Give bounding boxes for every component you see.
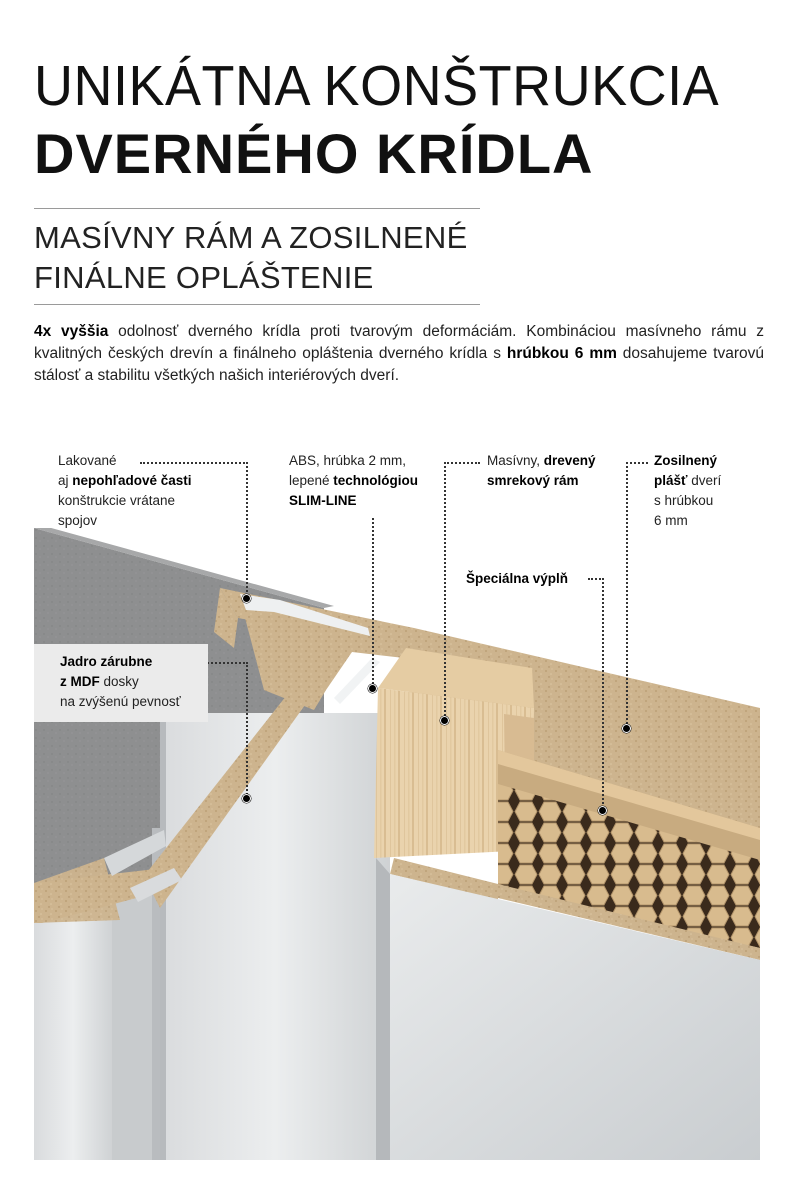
subtitle-line1: MASÍVNY RÁM A ZOSILNENÉ — [34, 220, 468, 255]
page-title-line2: DVERNÉHO KRÍDLA — [34, 122, 594, 185]
label-skin-line4: 6 mm — [654, 513, 688, 528]
label-lacquered-line2: aj nepohľadové časti — [58, 473, 192, 488]
subtitle — [34, 218, 468, 298]
label-frame — [487, 451, 596, 491]
leader-frame-v — [444, 462, 446, 720]
intro-bold-1: 4x vyššia — [34, 323, 109, 340]
leader-lacquer-v — [246, 462, 248, 600]
intro-text-1: odolnosť dverného krídla proti tvarovým deformáciám. Kombináciou masívneho rámu z kvalitných českých drevín a finálneho opláštenia dverného krídla s — [34, 323, 764, 362]
divider-top — [34, 208, 480, 209]
marker-dot — [242, 794, 251, 803]
marker-dot — [440, 716, 449, 725]
label-skin — [654, 451, 721, 531]
intro-bold-2: hrúbkou 6 mm — [506, 345, 617, 362]
leader-frame-h — [444, 462, 480, 464]
label-frame-line2: smrekový rám — [487, 473, 579, 488]
leader-filling-v — [602, 578, 604, 808]
intro-text-2: dosahujeme tvarovú stálosť a stabilitu všetkých našich interiérových dverí. — [34, 345, 765, 384]
label-skin-line2: plášť dverí — [654, 473, 722, 488]
subtitle-line2: FINÁLNE OPLÁŠTENIE — [34, 260, 374, 295]
label-skin-line1: Zosilnený — [654, 453, 718, 468]
label-lacquered-line1: Lakované — [58, 453, 117, 468]
marker-dot — [242, 594, 251, 603]
label-core-line2: z MDF dosky — [60, 674, 139, 689]
page-title-line1: UNIKÁTNA KONŠTRUKCIA — [34, 54, 720, 118]
door-cross-section-illustration — [34, 528, 760, 1160]
label-frame-line1: Masívny, drevený — [487, 453, 596, 468]
marker-dot — [622, 724, 631, 733]
label-abs-line1: ABS, hrúbka 2 mm, — [289, 453, 407, 468]
label-lacquered-line3: konštrukcie vrátane — [58, 493, 176, 508]
label-abs — [289, 451, 418, 511]
marker-dot — [368, 684, 377, 693]
marker-dot — [598, 806, 607, 815]
leader-skin-v — [626, 462, 628, 728]
label-lacquered — [58, 451, 192, 531]
label-abs-line3: SLIM-LINE — [289, 493, 357, 508]
label-filling: Špeciálna výplň — [466, 571, 569, 586]
leader-abs-v — [372, 518, 374, 688]
divider-bottom — [34, 304, 480, 305]
intro-paragraph — [34, 321, 764, 387]
leader-skin-h — [626, 462, 648, 464]
label-skin-line3: s hrúbkou — [654, 493, 714, 508]
label-abs-line2: lepené technológiou — [289, 473, 419, 488]
label-core-line1: Jadro zárubne — [60, 654, 153, 669]
label-core-line3: na zvýšenú pevnosť — [60, 694, 181, 709]
label-core-box — [34, 644, 208, 722]
label-lacquered-line4: spojov — [58, 513, 98, 528]
leader-core-v — [246, 662, 248, 798]
